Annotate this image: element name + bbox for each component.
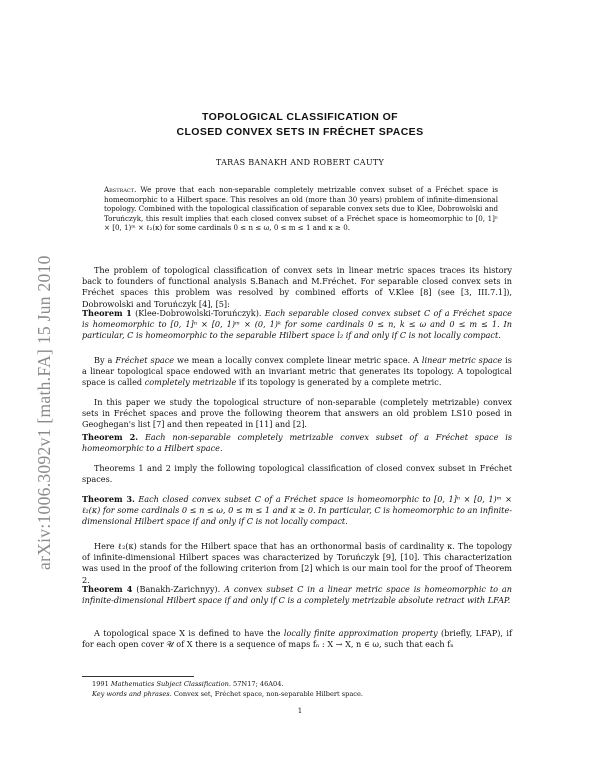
theorem-1	[82, 308, 512, 342]
theorem-2	[82, 432, 512, 454]
abstract-text: We prove that each non-separable completely metrizable convex subset of a Fréchet space is homeomorphic to a Hilbert space. This resolves an old (more than 30 years) problem of infinite-dimensional topology. Combined with the topological classification of separable convex sets due to Klee, Dobrowolski and Toruńczyk, this result implies that each closed convex subset of a Fréchet space is homeomorphic to [0, 1]ⁿ × [0, 1)ᵐ × ℓ₂(κ) for some cardinals 0 ≤ n ≤ ω, 0 ≤ m ≤ 1 and κ ≥ 0.	[104, 185, 498, 233]
theorem-2-label: Theorem 2.	[82, 432, 139, 442]
paper-title-line-2: CLOSED CONVEX SETS IN FRÉCHET SPACES	[176, 126, 424, 138]
definitions-paragraph	[82, 355, 512, 389]
arxiv-stamp-text: arXiv:1006.3092v1 [math.FA] 15 Jun 2010	[34, 255, 54, 570]
classification-paragraph: Theorems 1 and 2 imply the following topological classification of closed convex subset in Fréchet spaces.	[82, 463, 512, 485]
definitions-text-d: if its topology is generated by a complete metric.	[238, 377, 442, 388]
footnote-msc	[82, 680, 512, 690]
lfap-text-a: A topological space X is defined to have the	[94, 628, 281, 638]
theorem-4-label: Theorem 4	[82, 584, 133, 594]
theorem-1-label: Theorem 1	[82, 308, 132, 318]
intro-paragraph: The problem of topological classification of convex sets in linear metric spaces traces its history back to founders of functional analysis S.Banach and M.Fréchet. For separable closed convex sets in Fréchet spaces this problem was resolved by combined efforts of V.Klee [8] (see [3, III.7.1]), Dobrowolski and Toruńczyk [4], [5]:	[82, 265, 512, 309]
term-completely-metrizable: completely metrizable	[144, 377, 237, 388]
term-frechet-space: Fréchet space	[115, 355, 175, 365]
footnote-keywords	[82, 690, 512, 700]
hilbert-paragraph: Here ℓ₂(κ) stands for the Hilbert space that has an orthonormal basis of cardinality κ. The topology of infinite-dimensional Hilbert spaces was characterized by Toruńczyk [9], [10]. This characterization was used in the proof of the following criterion from [2] which is our main tool for the proof of Theorem 2.	[82, 541, 512, 585]
keywords-label: Key words and phrases.	[92, 689, 172, 698]
abstract-label: Abstract.	[104, 185, 137, 194]
abstract	[104, 185, 498, 233]
theorem-3	[82, 494, 512, 528]
keywords-text: Convex set, Fréchet space, non-separable Hilbert space.	[173, 689, 363, 698]
msc-label: Mathematics Subject Classification.	[110, 680, 231, 688]
footnotes	[82, 680, 512, 699]
footnote-rule	[82, 676, 194, 677]
definitions-text-c: is a linear topological space endowed with an invariant metric that generates its topology. A topological space is called	[82, 355, 512, 388]
msc-codes: 57N17; 46A04.	[233, 680, 284, 688]
arxiv-stamp	[8, 180, 54, 570]
paper-title-line-1: TOPOLOGICAL CLASSIFICATION OF	[202, 111, 398, 123]
paper-authors: TARAS BANAKH AND ROBERT CAUTY	[215, 158, 385, 167]
term-lfap: locally finite approximation property	[283, 628, 438, 638]
lfap-paragraph	[82, 628, 512, 650]
theorem-3-statement: Each closed convex subset C of a Fréchet space is homeomorphic to [0, 1]ⁿ × [0, 1)ᵐ × ℓ₂(κ) for some cardinals 0 ≤ n ≤ ω, 0 ≤ m ≤ 1 and κ ≥ 0. In particular, C is homeomorphic to an infinite-dimensional Hilbert space if and only if C is not locally compact.	[82, 494, 512, 527]
lfap-text-b: (briefly, LFAP), if for each open cover 𝒰 of X there is a sequence of maps fₙ : X → X, n ∈ ω, such that each fₙ	[82, 628, 512, 650]
page-number: 1	[297, 707, 303, 715]
study-paragraph: In this paper we study the topological structure of non-separable (completely metrizable) convex sets in Fréchet spaces and prove the following theorem that answers an old problem LS10 posed in Geoghegan's list [7] and then repeated in [11] and [2].	[82, 397, 512, 430]
theorem-2-statement: Each non-separable completely metrizable convex subset of a Fréchet space is homeomorphic to a Hilbert space.	[82, 432, 512, 454]
definitions-text-b: we mean a locally convex complete linear metric space. A	[177, 355, 419, 365]
theorem-3-label: Theorem 3.	[82, 494, 135, 504]
theorem-1-statement: Each separable closed convex subset C of a Fréchet space is homeomorphic to [0, 1]ⁿ × [0, 1)ᵐ × (0, 1)ᵏ for some cardinals 0 ≤ n, k ≤ ω and 0 ≤ m ≤ 1. In particular, C is homeomorphic to the separable Hilbert space l₂ if and only if C is not locally compact.	[82, 308, 512, 341]
theorem-4-attribution: (Banakh-Zarichnyy).	[136, 584, 221, 594]
theorem-4	[82, 584, 512, 606]
msc-year: 1991	[92, 680, 109, 688]
definitions-text-a: By a	[94, 355, 113, 365]
theorem-1-attribution: (Klee-Dobrowolski-Toruńczyk).	[135, 308, 262, 318]
term-linear-metric-space: linear metric space	[421, 355, 503, 365]
theorem-4-statement: A convex subset C in a linear metric space is homeomorphic to an infinite-dimensional Hilbert space if and only if C is a completely metrizable absolute retract with LFAP.	[82, 584, 513, 606]
